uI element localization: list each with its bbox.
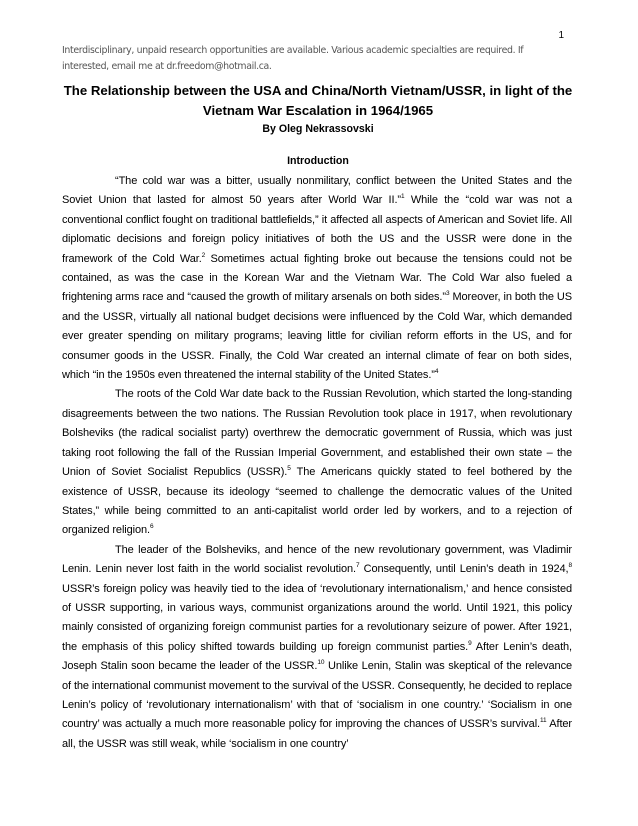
- text-run: “The cold war was a bitter, usually nonmilitary, conflict between the United States and the Soviet Union that lasted for almost 50 years after World War II.”: [62, 175, 572, 207]
- footnote-marker: 1: [400, 193, 405, 201]
- page-number: 1: [558, 30, 564, 41]
- text-run: The Americans quickly stated to feel bothered by the existence of USSR, because its ideology “seemed to challenge the democratic values of the United States,” while being committed to an anti-capitalist world order led by workers, and to a rejection of organized religion.: [62, 466, 572, 537]
- footnote-marker: 5: [287, 465, 291, 473]
- footnote-marker: 11: [540, 717, 547, 725]
- footnote-marker: 4: [434, 368, 439, 376]
- text-run: Moreover, in both the US and the USSR, virtually all national budget decisions were influenced by the Cold War, which demanded ever greater spending on military programs; leaving little for civilian reform efforts in the US, and for consumer goods in the USSR. Finally, the Cold War created an internal climate of fear on both sides, which “in the 1950s even threatened the internal stability of the United States.”: [62, 291, 572, 382]
- footnote-marker: 8: [568, 562, 572, 570]
- text-run: While the “cold war was not a conventional conflict fought on traditional battlefields,” it affected all aspects of American and Soviet life. All diplomatic decisions and foreign policy initiatives of both the US and the USSR were done in the framework of the Cold War.: [62, 194, 572, 265]
- footnote-marker: 10: [317, 659, 325, 667]
- text-run: USSR’s foreign policy was heavily tied to the idea of ‘revolutionary internationalism,’ and hence consisted of USSR supporting, in various ways, communist organizations around the world. Until 1921, this policy mainly consisted of organizing foreign communist parties for a revolutionary seizure of power. After 1921, the emphasis of this policy shifted towards building up foreign communist parties.: [62, 582, 572, 653]
- header-note: Interdisciplinary, unpaid research opportunities are available. Various academic specialties are required. If interested, email me at dr.freedom@hotmail.ca.: [62, 45, 524, 72]
- author-byline: By Oleg Nekrassovski: [262, 123, 374, 135]
- footnote-marker: 6: [150, 523, 154, 531]
- paragraph: [62, 172, 572, 385]
- section-heading-introduction: Introduction: [287, 155, 349, 167]
- body-text: [62, 172, 572, 754]
- document-title: The Relationship between the USA and China/North Vietnam/USSR, in light of the Vietnam War Escalation in 1964/1965: [63, 83, 573, 118]
- footnote-marker: 2: [201, 251, 206, 259]
- footnote-marker: 7: [355, 562, 360, 570]
- paragraph: [62, 541, 572, 754]
- footnote-marker: 9: [468, 639, 472, 647]
- text-run: Sometimes actual fighting broke out because the tensions could not be contained, as was the case in the Korean War and the Vietnam War. The Cold War also fueled a frightening arms race and “caused the growth of military arsenals on both sides.”: [62, 252, 572, 304]
- text-run: The leader of the Bolsheviks, and hence of the new revolutionary government, was Vladimir Lenin. Lenin never lost faith in the world socialist revolution.: [62, 543, 572, 576]
- text-run: Consequently, until Lenin’s death in 1924,: [359, 563, 569, 576]
- paragraph: [62, 385, 572, 540]
- footnote-marker: 3: [445, 290, 450, 298]
- text-run: Unlike Lenin, Stalin was skeptical of the relevance of the international communist movement to the survival of the USSR. Consequently, he decided to replace Lenin’s policy of ‘revolutionary internationalism’ with that of ‘socialism in one country.’ ‘Socialism in one country’ was actually a much more reasonable policy for improving the chances of USSR’s survival.: [62, 660, 572, 731]
- text-run: After Lenin’s death, Joseph Stalin soon became the leader of the USSR.: [62, 640, 572, 673]
- text-run: The roots of the Cold War date back to the Russian Revolution, which started the long-standing disagreements between the two nations. The Russian Revolution took place in 1917, when revolutionary Bolsheviks (the radical socialist party) overthrew the democratic government of Russia, which was just taking root following the fall of the Russian Imperial Government, and established their own state – the Union of Soviet Socialist Republics (USSR).: [62, 388, 572, 479]
- text-run: After all, the USSR was still weak, while ‘socialism in one country’: [62, 718, 572, 750]
